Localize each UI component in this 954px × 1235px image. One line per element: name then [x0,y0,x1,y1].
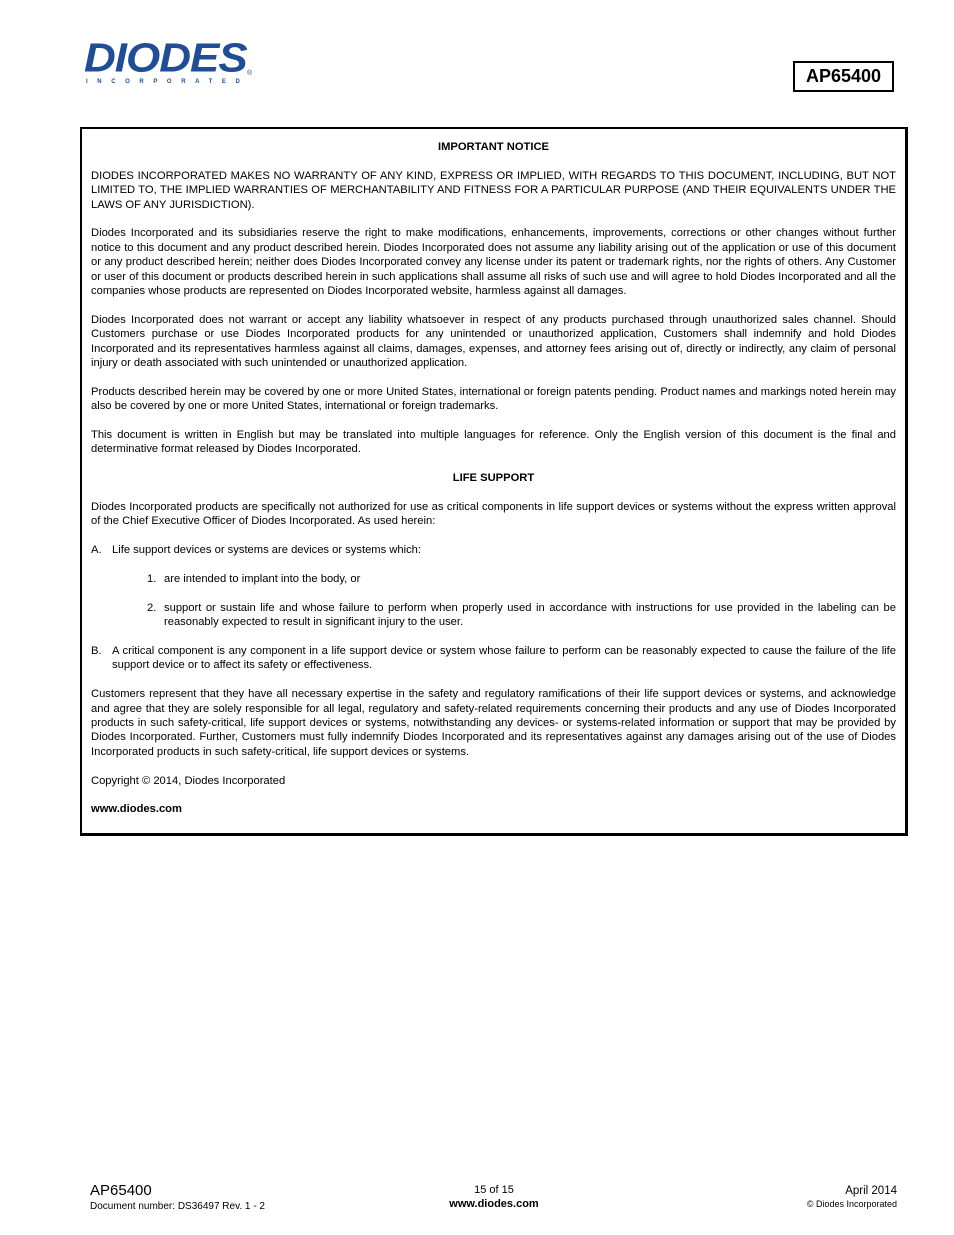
item-b-text: A critical component is any component in a life support device or system whose failure to perform can be reasonably expected to cause the failure of the life support device or to affect its safety or effectiveness. [112,645,896,672]
notice-paragraph-liability: Diodes Incorporated does not warrant or accept any liability whatsoever in respect of any products purchased through unauthorized sales channel. Should Customers purchase or use Diodes Incorporated products for any unintended or unauthorized application, Customers shall indemnify and hold Diodes Incorporated and its representatives harmless against all claims, damages, expenses, and attorney fees arising out of, directly or indirectly, any claim of personal injury or death associated with such unintended or unauthorized application. [91,313,896,370]
footer-page-number: 15 of 15 [474,1184,514,1196]
notice-heading: IMPORTANT NOTICE [437,141,550,153]
footer-part-number: AP65400 [90,1182,152,1199]
notice-paragraph-language: This document is written in English but may be translated into multiple languages for reference. Only the English version of this document is the final and determinative format released by Diodes Incorporated. [91,429,896,456]
notice-paragraph-patents: Products described herein may be covered by one or more United States, international or foreign patents pending. Product names and markings noted herein may also be covered by one or more United States, international or foreign trademarks. [91,385,896,413]
subitem-2-text: support or sustain life and whose failure to perform when properly used in accordance with instructions for use provided in the labeling can be reasonably expected to result in significant injury to the user. [164,601,896,629]
life-support-subitem-2 [91,601,896,630]
life-support-subitem-1 [91,572,896,586]
notice-paragraph-rights: Diodes Incorporated and its subsidiaries reserve the right to make modifications, enhancements, improvements, corrections or other changes without further notice to this document and any product described herein. Diodes Incorporated does not assume any liability arising out of the application or use of this document or any product described herein; neither does Diodes Incorporated convey any license under its patent or trademark rights, nor the rights of others. Any Customer or user of this document or products described herein in such applications shall assume all risks of such use and will agree to hold Diodes Incorporated and all the companies whose products are represented on Diodes Incorporated website, harmless against all damages. [91,227,896,298]
logo-subtext: INCORPORATED [86,79,250,85]
important-notice-box [80,127,908,836]
logo-wordmark: DIODES [84,35,247,81]
footer-website-link[interactable]: www.diodes.com [449,1198,539,1210]
item-b-marker: B. [91,645,102,658]
registered-mark: ® [247,70,253,77]
subitem-1-marker: 1. [147,573,157,586]
footer-date: April 2014 [845,1185,897,1197]
diodes-logo [84,35,254,88]
life-support-heading: LIFE SUPPORT [452,472,535,485]
subitem-1-text: are intended to implant into the body, or [164,573,361,586]
part-number-box: AP65400 [793,61,894,92]
item-a-marker: A. [91,544,102,557]
life-support-item-a [91,543,896,557]
website-link[interactable]: www.diodes.com [91,803,182,816]
life-support-item-b [91,644,896,673]
customers-paragraph: Customers represent that they have all necessary expertise in the safety and regulatory ramifications of their life support devices or systems, and acknowledge and agree that they are solely responsible for all legal, regulatory and safety-related requirements concerning their products and any use of Diodes Incorporated products in such safety-critical, life support devices or systems, notwithstanding any devices- or systems-related information or support that may be provided by Diodes Incorporated. Further, Customers must fully indemnify Diodes Incorporated and its representatives against any damages arising out of the use of Diodes Incorporated products in such safety-critical, life support devices or systems. [91,688,896,758]
copyright-line: Copyright © 2014, Diodes Incorporated [91,774,286,787]
footer-right [807,1184,897,1210]
notice-paragraph-warranty: DIODES INCORPORATED MAKES NO WARRANTY OF ANY KIND, EXPRESS OR IMPLIED, WITH REGARDS TO THIS DOCUMENT, INCLUDING, BUT NOT LIMITED TO, THE IMPLIED WARRANTIES OF MERCHANTABILITY AND FITNESS FOR A PARTICULAR PURPOSE (AND THEIR EQUIVALENTS UNDER THE LAWS OF ANY JURISDICTION). [91,169,896,211]
footer-document-number: Document number: DS36497 Rev. 1 - 2 [90,1201,265,1212]
life-support-intro: Diodes Incorporated products are specifically not authorized for use as critical components in life support devices or systems without the express written approval of the Chief Executive Officer of Diodes Incorporated. As used herein: [91,501,896,528]
subitem-2-marker: 2. [147,601,157,614]
footer-center [394,1183,594,1211]
footer-left [90,1182,265,1213]
footer-copyright: © Diodes Incorporated [806,1199,897,1209]
item-a-text: Life support devices or systems are devices or systems which: [112,544,422,557]
